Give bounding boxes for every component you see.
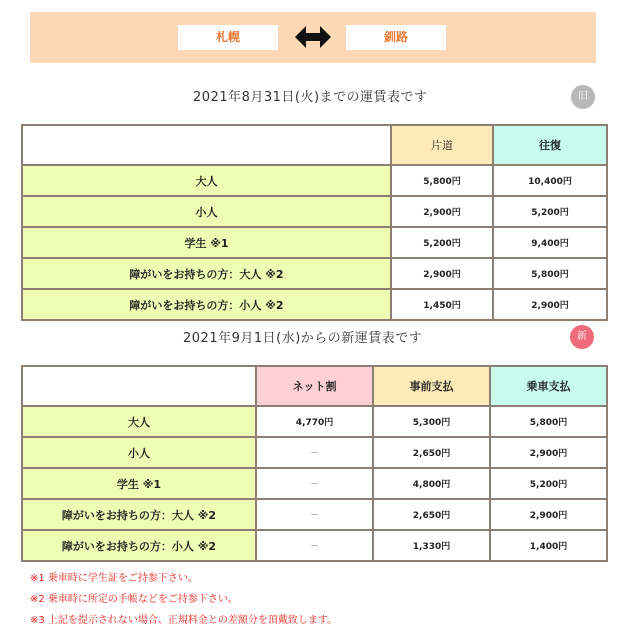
footnote-student: ※1 乗車時に学生証をご持参下さい。	[30, 573, 198, 584]
old-fare-table	[21, 124, 608, 321]
footnote-disability: ※2 乗車時に所定の手帳などをご持参下さい。	[30, 594, 238, 605]
row-label: 障がいをお持ちの方：小人 ※2	[22, 289, 391, 320]
row-label: 大人	[22, 406, 256, 437]
fare-cell: 5,800円	[490, 406, 607, 437]
fare-cell: 2,900円	[490, 499, 607, 530]
fare-cell: －	[256, 530, 373, 561]
footnotes	[30, 568, 337, 631]
row-label: 大人	[22, 165, 391, 196]
header-blank-cell	[22, 366, 256, 406]
fare-cell: 4,770円	[256, 406, 373, 437]
row-label: 小人	[22, 437, 256, 468]
fare-cell: 5,300円	[373, 406, 490, 437]
fare-cell: 5,200円	[391, 227, 493, 258]
header-oneway: 片道	[391, 125, 493, 165]
table-row	[22, 227, 607, 258]
table-row	[22, 196, 607, 227]
double-arrow-icon	[295, 25, 331, 49]
fare-cell: 10,400円	[493, 165, 607, 196]
old-badge: 旧	[571, 85, 595, 109]
new-fare-table	[21, 365, 608, 562]
fare-cell: －	[256, 437, 373, 468]
fare-cell: 5,200円	[490, 468, 607, 499]
new-badge: 新	[570, 325, 594, 349]
header-onboard-payment: 乗車支払	[490, 366, 607, 406]
table-row	[22, 165, 607, 196]
fare-cell: 2,650円	[373, 437, 490, 468]
origin-station: 札幌	[178, 25, 278, 50]
row-label: 学生 ※1	[22, 468, 256, 499]
table-row	[22, 289, 607, 320]
fare-cell: 4,800円	[373, 468, 490, 499]
fare-cell: 1,330円	[373, 530, 490, 561]
table-row	[22, 437, 607, 468]
fare-cell: 2,650円	[373, 499, 490, 530]
row-label: 小人	[22, 196, 391, 227]
header-blank-cell	[22, 125, 391, 165]
fare-cell: 5,800円	[391, 165, 493, 196]
old-fare-heading: 2021年8月31日(火)までの運賃表です	[193, 90, 428, 105]
table-header-row	[22, 125, 607, 165]
table-row	[22, 530, 607, 561]
row-label: 学生 ※1	[22, 227, 391, 258]
row-label: 障がいをお持ちの方：大人 ※2	[22, 499, 256, 530]
footnote-difference: ※3 上記を提示されない場合、正規料金との差額分を頂戴致します。	[30, 615, 338, 626]
new-fare-heading: 2021年9月1日(水)からの新運賃表です	[183, 331, 423, 346]
header-advance-payment: 事前支払	[373, 366, 490, 406]
header-net-discount: ネット割	[256, 366, 373, 406]
fare-cell: 2,900円	[391, 196, 493, 227]
header-roundtrip: 往復	[493, 125, 607, 165]
table-row	[22, 258, 607, 289]
table-row	[22, 406, 607, 437]
fare-cell: 9,400円	[493, 227, 607, 258]
fare-cell: 5,200円	[493, 196, 607, 227]
row-label: 障がいをお持ちの方：大人 ※2	[22, 258, 391, 289]
fare-cell: －	[256, 499, 373, 530]
table-row	[22, 468, 607, 499]
fare-cell: 2,900円	[490, 437, 607, 468]
fare-cell: 2,900円	[493, 289, 607, 320]
fare-cell: 1,450円	[391, 289, 493, 320]
fare-cell: 1,400円	[490, 530, 607, 561]
fare-cell: 5,800円	[493, 258, 607, 289]
table-header-row	[22, 366, 607, 406]
route-banner	[30, 12, 596, 63]
fare-cell: －	[256, 468, 373, 499]
table-row	[22, 499, 607, 530]
row-label: 障がいをお持ちの方：小人 ※2	[22, 530, 256, 561]
fare-cell: 2,900円	[391, 258, 493, 289]
destination-station: 釧路	[346, 25, 446, 50]
